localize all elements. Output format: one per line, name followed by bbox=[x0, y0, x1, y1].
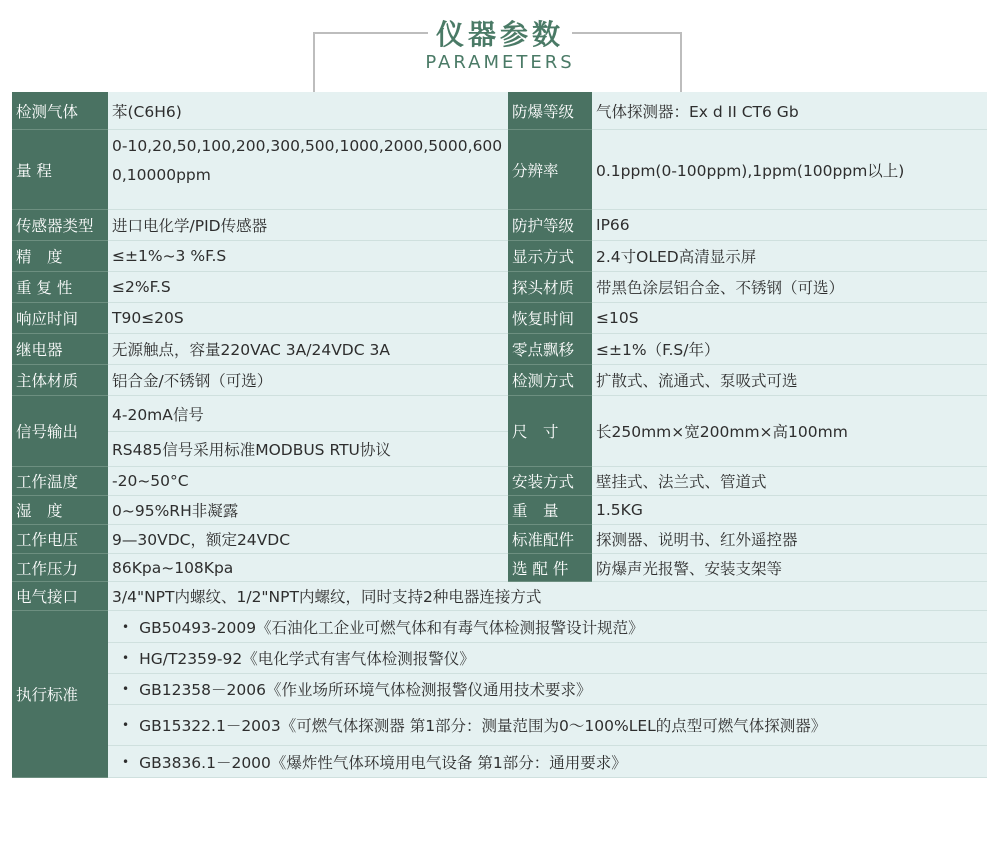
param-label: 零点飘移 bbox=[508, 334, 592, 365]
param-value: ≤2%F.S bbox=[108, 272, 508, 303]
param-label: 探头材质 bbox=[508, 272, 592, 303]
param-label: 检测气体 bbox=[12, 92, 108, 130]
param-value: 探测器、说明书、红外遥控器 bbox=[592, 525, 987, 554]
table-row bbox=[12, 496, 987, 525]
param-value: 气体探测器：Ex d II CT6 Gb bbox=[592, 92, 987, 130]
table-row bbox=[12, 396, 987, 467]
param-value: 防爆声光报警、安装支架等 bbox=[592, 554, 987, 582]
param-label: 传感器类型 bbox=[12, 210, 108, 241]
param-value: 86Kpa~108Kpa bbox=[108, 554, 508, 582]
param-value: -20~50°C bbox=[108, 467, 508, 496]
param-label: 安装方式 bbox=[508, 467, 592, 496]
param-label: 量 程 bbox=[12, 130, 108, 210]
param-value: 长250mm×宽200mm×高100mm bbox=[592, 396, 987, 467]
standard-item: • HG/T2359-92《电化学式有害气体检测报警仪》 bbox=[108, 643, 987, 674]
table-row bbox=[12, 241, 987, 272]
param-value: 扩散式、流通式、泵吸式可选 bbox=[592, 365, 987, 396]
standard-item: • GB12358－2006《作业场所环境气体检测报警仪通用技术要求》 bbox=[108, 674, 987, 705]
param-value: ≤±1%（F.S/年） bbox=[592, 334, 987, 365]
param-value: ≤±1%~3 %F.S bbox=[108, 241, 508, 272]
param-label: 信号输出 bbox=[12, 396, 108, 467]
param-value: 0.1ppm(0-100ppm),1ppm(100ppm以上) bbox=[592, 130, 987, 210]
table-row bbox=[12, 92, 987, 130]
table-row bbox=[12, 525, 987, 554]
param-value: IP66 bbox=[592, 210, 987, 241]
param-label: 精 度 bbox=[12, 241, 108, 272]
param-value: 壁挂式、法兰式、管道式 bbox=[592, 467, 987, 496]
param-label: 选 配 件 bbox=[508, 554, 592, 582]
param-label: 重 复 性 bbox=[12, 272, 108, 303]
table-row bbox=[12, 582, 987, 611]
param-value: 2.4寸OLED高清显示屏 bbox=[592, 241, 987, 272]
param-value: 3/4"NPT内螺纹、1/2"NPT内螺纹，同时支持2种电器连接方式 bbox=[108, 582, 987, 611]
param-label: 工作温度 bbox=[12, 467, 108, 496]
param-label: 标准配件 bbox=[508, 525, 592, 554]
param-value: 无源触点，容量220VAC 3A/24VDC 3A bbox=[108, 334, 508, 365]
param-value: ≤10S bbox=[592, 303, 987, 334]
param-value: T90≤20S bbox=[108, 303, 508, 334]
param-label: 继电器 bbox=[12, 334, 108, 365]
param-label: 湿 度 bbox=[12, 496, 108, 525]
param-value: 1.5KG bbox=[592, 496, 987, 525]
table-row bbox=[12, 334, 987, 365]
param-label: 防爆等级 bbox=[508, 92, 592, 130]
param-label: 显示方式 bbox=[508, 241, 592, 272]
page-title bbox=[0, 13, 1000, 53]
param-value: 9—30VDC，额定24VDC bbox=[108, 525, 508, 554]
standard-item: • GB15322.1－2003《可燃气体探测器 第1部分：测量范围为0～100%LEL的点型可燃气体探测器》 bbox=[108, 705, 987, 746]
param-label: 重 量 bbox=[508, 496, 592, 525]
title-cn-text: 仪器参数 bbox=[428, 18, 572, 51]
table-row bbox=[12, 303, 987, 334]
standards-list bbox=[108, 611, 987, 778]
param-label: 响应时间 bbox=[12, 303, 108, 334]
param-label: 防护等级 bbox=[508, 210, 592, 241]
param-value: 进口电化学/PID传感器 bbox=[108, 210, 508, 241]
param-label: 主体材质 bbox=[12, 365, 108, 396]
param-value: RS485信号采用标准MODBUS RTU协议 bbox=[108, 432, 508, 467]
param-label: 执行标准 bbox=[12, 611, 108, 778]
param-label: 尺 寸 bbox=[508, 396, 592, 467]
table-row bbox=[12, 130, 987, 210]
param-value: 0~95%RH非凝露 bbox=[108, 496, 508, 525]
param-value-group bbox=[108, 396, 508, 467]
param-value: 苯(C6H6) bbox=[108, 92, 508, 130]
standard-item: • GB50493-2009《石油化工企业可燃气体和有毒气体检测报警设计规范》 bbox=[108, 611, 987, 643]
table-row bbox=[12, 210, 987, 241]
param-value: 带黑色涂层铝合金、不锈钢（可选） bbox=[592, 272, 987, 303]
section-header bbox=[0, 0, 1000, 92]
param-label: 恢复时间 bbox=[508, 303, 592, 334]
param-value: 0-10,20,50,100,200,300,500,1000,2000,5000,6000,10000ppm bbox=[108, 130, 508, 210]
standards-row bbox=[12, 611, 987, 778]
param-label: 检测方式 bbox=[508, 365, 592, 396]
param-label: 工作压力 bbox=[12, 554, 108, 582]
param-label: 工作电压 bbox=[12, 525, 108, 554]
table-row bbox=[12, 467, 987, 496]
param-label: 分辨率 bbox=[508, 130, 592, 210]
param-value: 铝合金/不锈钢（可选） bbox=[108, 365, 508, 396]
param-label: 电气接口 bbox=[12, 582, 108, 611]
param-value: 4-20mA信号 bbox=[108, 396, 508, 432]
table-row bbox=[12, 272, 987, 303]
standard-item: • GB3836.1－2000《爆炸性气体环境用电气设备 第1部分：通用要求》 bbox=[108, 746, 987, 778]
table-row bbox=[12, 554, 987, 582]
table-row bbox=[12, 365, 987, 396]
page-subtitle: PARAMETERS bbox=[425, 52, 575, 73]
